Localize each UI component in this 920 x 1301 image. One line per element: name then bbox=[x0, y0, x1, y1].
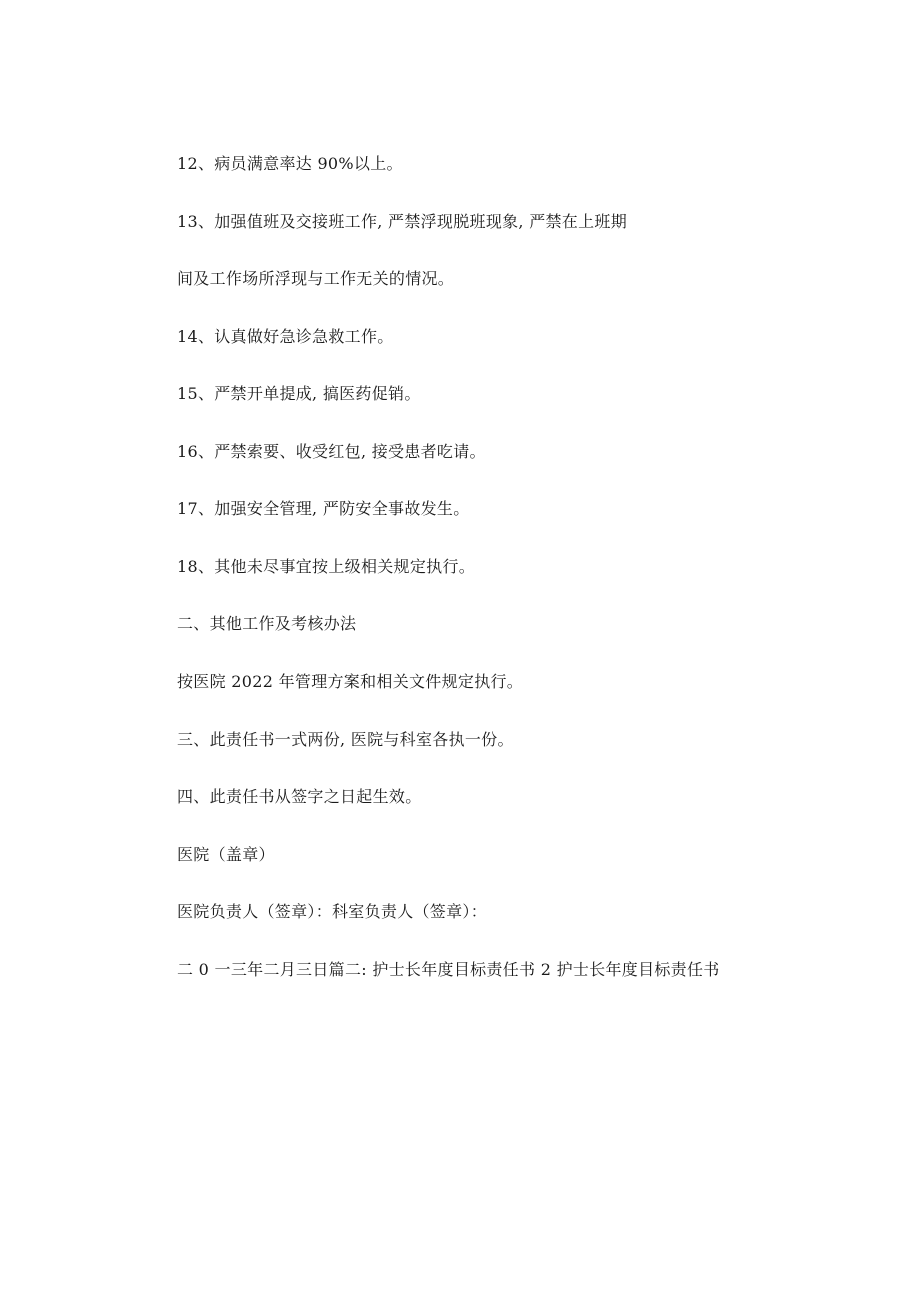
section-2-heading: 二、其他工作及考核办法 bbox=[177, 614, 357, 633]
signature-line: 医院负责人（签章）：科室负责人（签章）： bbox=[177, 902, 488, 921]
date-and-next-title-line: 二 0 一三年二月三日篇二: 护士长年度目标责任书 2 护士长年度目标责任书 bbox=[177, 960, 720, 979]
hospital-seal-line: 医院（盖章） bbox=[177, 845, 275, 864]
section-2-body: 按医院 2022 年管理方案和相关文件规定执行。 bbox=[177, 672, 524, 691]
item-17-text: 17、加强安全管理, 严防安全事故发生。 bbox=[177, 499, 470, 518]
item-13-text-line2: 间及工作场所浮现与工作无关的情况。 bbox=[177, 269, 455, 288]
item-18-text: 18、其他未尽事宜按上级相关规定执行。 bbox=[177, 557, 476, 576]
section-3-text: 三、此责任书一式两份, 医院与科室各执一份。 bbox=[177, 730, 514, 749]
item-13-text-line1: 13、加强值班及交接班工作, 严禁浮现脱班现象, 严禁在上班期 bbox=[177, 212, 628, 231]
section-4-text: 四、此责任书从签字之日起生效。 bbox=[177, 787, 422, 806]
item-12-text: 12、病员满意率达 90%以上。 bbox=[177, 154, 403, 173]
item-14-text: 14、认真做好急诊急救工作。 bbox=[177, 327, 394, 346]
item-15-text: 15、严禁开单提成, 搞医药促销。 bbox=[177, 384, 421, 403]
item-16-text: 16、严禁索要、收受红包, 接受患者吃请。 bbox=[177, 442, 486, 461]
